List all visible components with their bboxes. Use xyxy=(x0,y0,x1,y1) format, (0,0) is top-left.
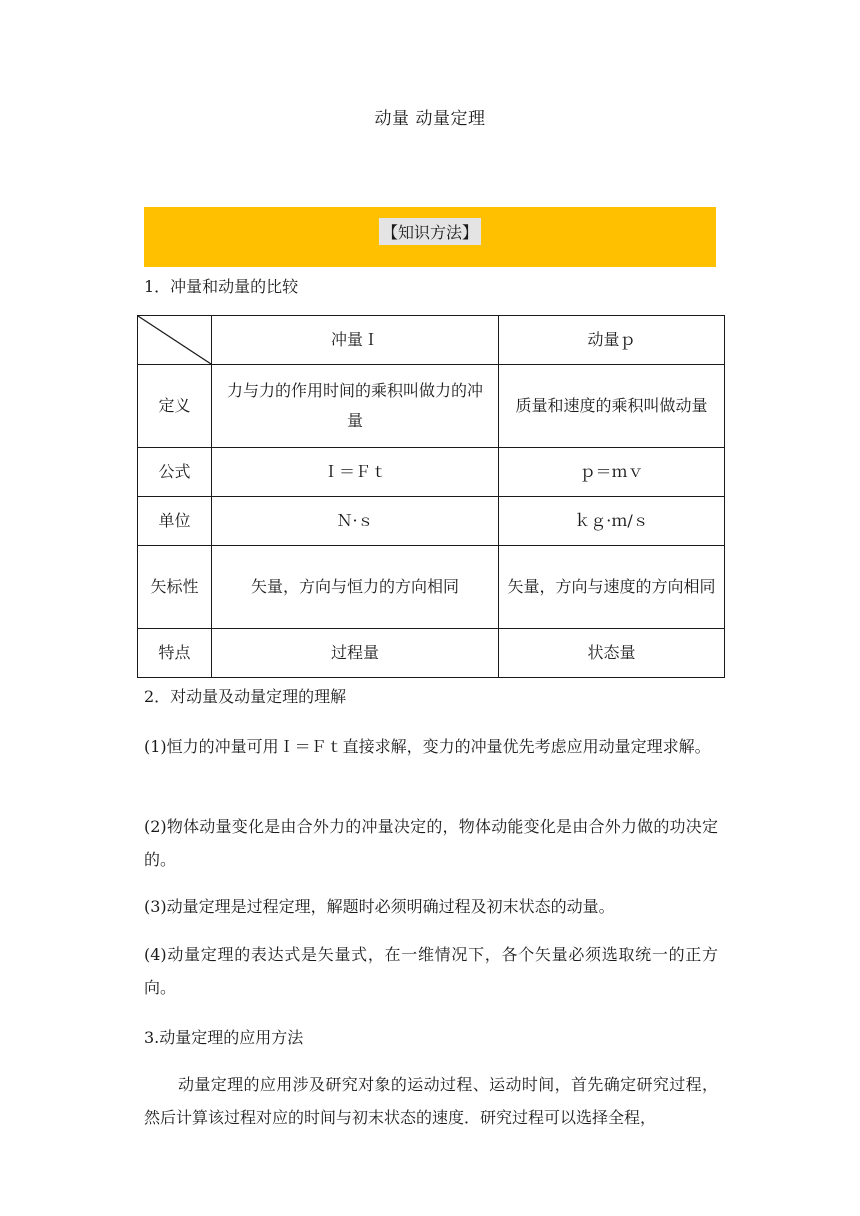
banner-label-wrapper xyxy=(0,218,860,245)
impulse-cell: 力与力的作用时间的乘积叫做力的冲量 xyxy=(212,365,499,448)
momentum-cell: 质量和速度的乘积叫做动量 xyxy=(499,365,725,448)
paragraph-item-1: (1)恒力的冲量可用Ｉ＝Ｆｔ直接求解，变力的冲量优先考虑应用动量定理求解。 xyxy=(144,737,711,756)
paragraph-item-2: (2)物体动量变化是由合外力的冲量决定的，物体动能变化是由合外力做的功决定的。 xyxy=(144,817,718,869)
header-momentum: 动量ｐ xyxy=(499,316,725,365)
section-heading-1: 1．冲量和动量的比较 xyxy=(144,277,299,296)
row-label: 定义 xyxy=(138,365,212,448)
table-row xyxy=(138,497,725,546)
table-row xyxy=(138,448,725,497)
diagonal-line xyxy=(138,316,211,364)
page-title: 动量 动量定理 xyxy=(374,109,486,129)
section-heading-2: 2．对动量及动量定理的理解 xyxy=(144,687,347,706)
paragraph-item-4: (4)动量定理的表达式是矢量式，在一维情况下，各个矢量必须选取统一的正方向。 xyxy=(144,945,718,997)
diagonal-header-cell xyxy=(138,316,212,365)
impulse-cell: 过程量 xyxy=(212,629,499,678)
table-header-row xyxy=(138,316,725,365)
row-label: 公式 xyxy=(138,448,212,497)
impulse-cell: 矢量，方向与恒力的方向相同 xyxy=(212,546,499,629)
row-label: 矢标性 xyxy=(138,546,212,629)
banner-label: 【知识方法】 xyxy=(379,218,481,245)
paragraph-item-3: (3)动量定理是过程定理，解题时必须明确过程及初末状态的动量。 xyxy=(144,897,615,916)
momentum-cell: ｋｇ·ｍ/ｓ xyxy=(499,497,725,546)
momentum-cell: ｐ＝ｍｖ xyxy=(499,448,725,497)
impulse-cell: Ｉ＝Ｆｔ xyxy=(212,448,499,497)
section-heading-3: 3.动量定理的应用方法 xyxy=(144,1028,304,1047)
row-label: 特点 xyxy=(138,629,212,678)
row-label: 单位 xyxy=(138,497,212,546)
comparison-table xyxy=(137,315,725,678)
impulse-cell: Ｎ·ｓ xyxy=(212,497,499,546)
section3-body: 动量定理的应用涉及研究对象的运动过程、运动时间，首先确定研究过程，然后计算该过程对应的时间与初末状态的速度．研究过程可以选择全程， xyxy=(144,1075,718,1127)
momentum-cell: 矢量，方向与速度的方向相同 xyxy=(499,546,725,629)
header-impulse: 冲量Ｉ xyxy=(212,316,499,365)
momentum-cell: 状态量 xyxy=(499,629,725,678)
table-row xyxy=(138,365,725,448)
table-row xyxy=(138,629,725,678)
table-row xyxy=(138,546,725,629)
